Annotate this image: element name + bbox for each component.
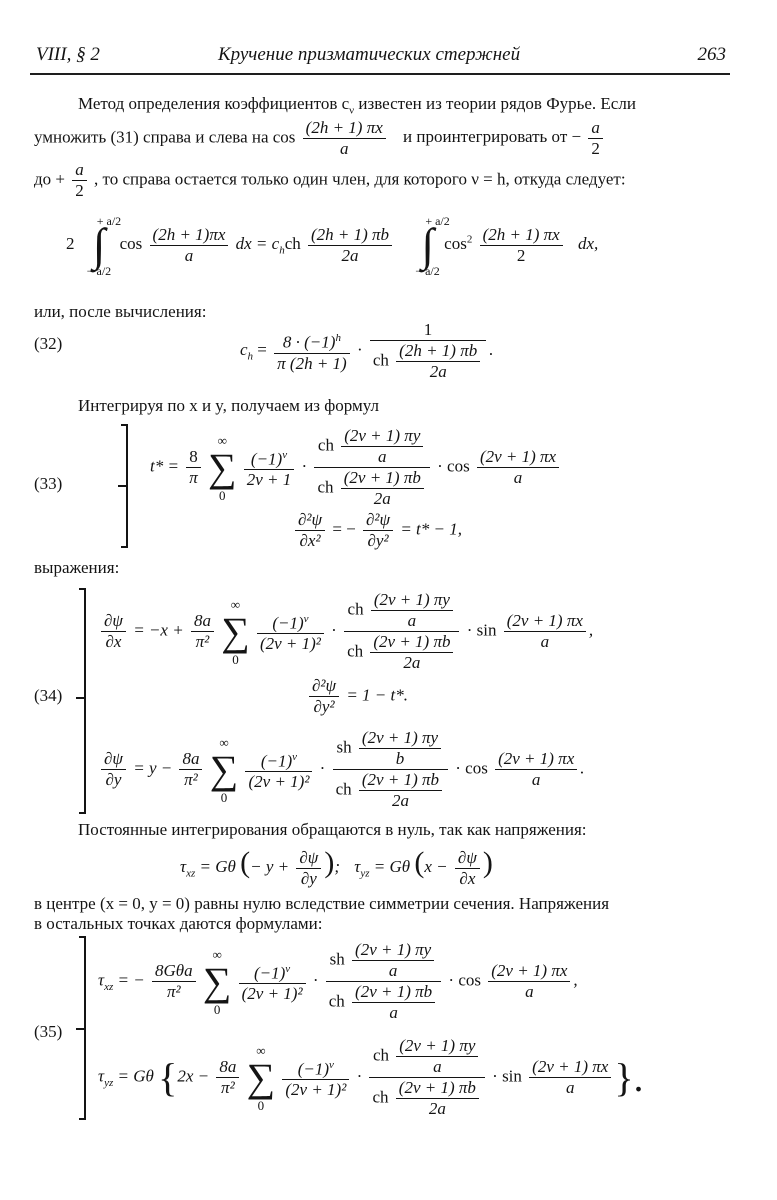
ch-label: ch <box>372 1045 389 1065</box>
frac-den: π² <box>195 632 210 651</box>
frac-den: 2ν + 1 <box>246 470 292 490</box>
frac-num: ∂ψ <box>455 848 480 869</box>
sum-sign: ∑ ∞ 0 <box>221 596 250 667</box>
frac-den: (2ν + 1)² <box>241 984 303 1004</box>
dot: · <box>319 758 330 778</box>
sum-upper: ∞ <box>212 946 222 962</box>
fraction-2nu1pix-a <box>529 1057 611 1098</box>
page-number: 263 <box>697 44 726 65</box>
frac-num: (2ν + 1) πx <box>488 961 570 982</box>
sum-lower: 0 <box>220 789 228 805</box>
paragraph-expressions: выражения: <box>34 558 120 577</box>
equation-33b <box>292 510 462 551</box>
fraction-sh-ratio-35a <box>326 940 441 1023</box>
fraction-2nu1pix-a <box>488 961 570 1002</box>
frac-den: 2 <box>75 181 84 200</box>
frac-den: π² <box>166 982 181 1001</box>
fraction-2nu1pib-2a <box>341 468 424 509</box>
frac-num: (2h + 1) πx <box>303 118 386 139</box>
cos-sq-label: cos <box>444 233 467 253</box>
period: . <box>489 339 494 359</box>
frac-num: 8a <box>179 749 202 770</box>
fraction-2h1pib-2a-32 <box>396 341 480 382</box>
frac-num: ∂²ψ <box>363 510 393 531</box>
fraction-2h1pix-2 <box>480 225 563 266</box>
integral-sign: ∫ + a/2 − a/2 <box>93 222 106 268</box>
fraction-inner <box>370 632 453 673</box>
frac-num: (2ν + 1) πx <box>495 749 577 770</box>
lparen: ( <box>414 846 425 879</box>
frac-num: 8Gθa <box>152 961 196 982</box>
frac-den: ∂y² <box>313 697 335 716</box>
dot: · <box>331 620 342 640</box>
frac-num-sup: ν <box>282 448 288 461</box>
frac-num: (2ν + 1) πb <box>359 770 442 791</box>
sum-upper: ∞ <box>256 1042 266 1058</box>
tau-sub: yz <box>104 1076 114 1089</box>
cos-label: cos <box>458 970 481 990</box>
frac-den: a <box>565 1078 575 1097</box>
dx-eq-c: dx = c <box>235 233 280 253</box>
frac-num: 8a <box>191 611 214 632</box>
ch-label: ch <box>335 779 352 799</box>
dot: · <box>437 456 448 476</box>
fraction-ch-ratio-35b <box>369 1036 484 1119</box>
frac-num: ∂ψ <box>101 611 126 632</box>
eq-sign: = <box>253 339 272 359</box>
text-p1-sub: ν <box>349 104 355 117</box>
comma: , <box>588 620 594 640</box>
frac-den: b <box>395 749 405 768</box>
fraction-8a-pi2 <box>179 749 202 790</box>
text-p1-tail: известен из теории рядов Фурье. Если <box>354 94 636 113</box>
frac-den: 2a <box>341 245 359 265</box>
fraction-2h1pib-2a <box>308 225 392 266</box>
fraction-8m1h <box>274 328 350 374</box>
brace-33-cusp <box>118 485 126 487</box>
c-h-sub: h <box>247 350 254 363</box>
equation-integral: 2 ∫ + a/2 − a/2 cos $\frac{(2h + 1)\pi x}{a}$ dx = $c_hch$ $\frac{(2h + 1) \pi b}{2a}$ ∫ + a/2 − a/2 $\cos^2$ $\frac{(2h + 1) \pi x}{2}$ dx, <box>66 222 598 268</box>
frac-num: ∂ψ <box>296 848 321 869</box>
equation-number-34: (34) <box>34 686 63 705</box>
frac-num: (2ν + 1) πb <box>341 468 424 489</box>
line-multiply <box>34 118 606 159</box>
frac-num: a <box>588 118 603 139</box>
paragraph-center-2: в остальных точках даются формулами: <box>34 914 323 933</box>
frac-den: ∂y² <box>367 531 389 550</box>
frac-den: 2 <box>516 245 526 265</box>
frac-den: 2a <box>403 653 421 672</box>
fraction-a-2 <box>588 118 603 159</box>
fraction-m1nu-2nu1sq <box>245 747 312 793</box>
brace-35 <box>84 936 86 1120</box>
fraction-dpsi-dy <box>101 749 126 790</box>
c-h: c <box>240 339 248 359</box>
frac-num: (2ν + 1) πy <box>396 1036 478 1057</box>
frac-num: (2h + 1)πx <box>150 225 229 246</box>
ch-label: ch <box>372 350 389 370</box>
fraction-sh-ratio-34c <box>333 728 448 811</box>
equation-stresses <box>180 846 493 889</box>
int-upper-limit: + a/2 <box>425 214 450 228</box>
fraction-psixx <box>295 510 325 551</box>
dot: · <box>492 1066 503 1086</box>
frac-den: 2a <box>429 362 447 381</box>
frac-num: (2ν + 1) πb <box>370 632 453 653</box>
tau: τ <box>98 970 105 990</box>
frac-den: (2ν + 1)² <box>259 634 321 654</box>
frac-den: a <box>540 632 550 651</box>
text-p3-start: до + <box>34 169 65 189</box>
running-header <box>30 44 730 72</box>
equation-33a <box>150 426 562 509</box>
ch-label: ch <box>317 477 334 497</box>
brace-34-cusp <box>76 697 84 699</box>
t-star-minus-1: = t* − 1, <box>396 519 462 539</box>
sum-sign: ∑ ∞ 0 <box>209 734 239 805</box>
eq-minus: = − <box>328 519 360 539</box>
ch-label: ch <box>347 599 364 619</box>
frac-den: 2a <box>373 489 391 508</box>
frac-den: a <box>525 982 534 1001</box>
fraction-inner <box>352 940 434 981</box>
text-p1: Метод определения коэффициентов c <box>78 94 350 113</box>
frac-num: (2ν + 1) πy <box>352 940 434 961</box>
ch-label: ch <box>372 1087 389 1107</box>
frac-den: a <box>378 447 387 466</box>
frac-num: 8 <box>186 447 201 468</box>
fraction-m1nu-2nu1sq <box>239 959 306 1005</box>
eq34a-mid: = −x + <box>128 620 188 640</box>
fraction-2nu1piy-a <box>341 426 423 467</box>
frac-den: (2ν + 1)² <box>285 1080 347 1100</box>
dot: · <box>301 456 312 476</box>
tau-sub: xz <box>186 867 196 880</box>
fraction-psiyy <box>309 676 339 717</box>
sin-label: sin <box>476 620 497 640</box>
equation-34a <box>98 590 593 673</box>
frac-den: a <box>389 1003 398 1022</box>
sum-lower: 0 <box>232 651 239 667</box>
fraction-8-pi <box>186 447 201 488</box>
paragraph-integrating: Интегрируя по x и y, получаем из формул <box>78 396 380 415</box>
fraction-inner <box>396 1036 478 1077</box>
frac-den: 2a <box>391 791 409 810</box>
eq-G-theta: = Gθ <box>369 857 415 876</box>
brace-33 <box>126 424 128 548</box>
fraction-2nu1pix-a <box>477 447 559 488</box>
frac-num: ∂²ψ <box>295 510 325 531</box>
frac-num-sup: ν <box>285 962 291 975</box>
dot: · <box>455 758 466 778</box>
tau: τ <box>180 857 187 876</box>
frac-num: (−1) <box>260 751 293 771</box>
lparen: ( <box>240 846 251 879</box>
text-p2-start: умножить (31) справа и слева на cos <box>34 127 296 147</box>
rparen: ) <box>482 846 493 879</box>
equation-number-35: (35) <box>34 1022 63 1041</box>
frac-num: (−1) <box>254 963 286 983</box>
frac-num: (−1) <box>297 1059 330 1079</box>
sum-upper: ∞ <box>230 596 241 612</box>
section-label: VIII, § 2 <box>36 44 100 65</box>
text-p2-mid: и проинтегрировать от − <box>403 127 582 147</box>
frac-den: ∂x <box>105 632 122 651</box>
frac-num: ∂ψ <box>101 749 126 770</box>
two-x-minus: 2x − <box>177 1066 214 1086</box>
eq-G-theta: = Gθ <box>195 857 241 876</box>
equation-34b <box>306 676 408 717</box>
comma: , <box>573 970 578 990</box>
frac-num-sup: ν <box>292 750 298 763</box>
brace-34 <box>84 588 86 814</box>
sum-upper: ∞ <box>217 432 227 448</box>
fraction-2nu1pix-a <box>504 611 586 652</box>
sh-label: sh <box>336 737 352 757</box>
frac-den: ∂y <box>105 770 122 789</box>
period: . <box>580 758 585 778</box>
chapter-title: Кручение призматических стержней <box>218 44 521 65</box>
frac-den: ∂y <box>300 868 317 888</box>
fraction-a-2-b <box>72 160 87 201</box>
equation-34c <box>98 728 585 811</box>
frac-den: (2ν + 1)² <box>248 772 310 792</box>
tau-sub: yz <box>360 867 370 880</box>
fraction-2h1pix-a-int <box>150 225 229 266</box>
fraction-dpsi-dy <box>296 848 321 889</box>
frac-den: π <box>189 468 198 487</box>
header-rule <box>30 73 730 75</box>
dot: · <box>312 970 323 990</box>
sh-label: sh <box>329 949 345 969</box>
fraction-1-over-ch <box>370 320 486 382</box>
frac-den: a <box>433 1057 442 1076</box>
integral-sign-2: ∫ + a/2 − a/2 <box>421 222 434 268</box>
lbrace: { <box>158 1055 178 1100</box>
eq34c-mid: = y − <box>128 758 177 778</box>
frac-den: 2 <box>591 139 600 158</box>
equation-35b <box>98 1036 644 1119</box>
frac-den: 2a <box>428 1099 446 1118</box>
frac-num: (2h + 1) πx <box>480 225 563 246</box>
fraction-2h1pix-a <box>303 118 386 159</box>
fraction-ch-ratio-34a <box>344 590 459 673</box>
tau: τ <box>98 1066 105 1086</box>
line-to-plus <box>34 160 626 201</box>
int-lower-limit: − a/2 <box>415 264 440 278</box>
fraction-dpsi-dx <box>455 848 480 889</box>
eq-minus: = − <box>113 970 149 990</box>
brace-35-cusp <box>76 1028 84 1030</box>
frac-num: (−1) <box>250 449 283 469</box>
int-lower-limit: − a/2 <box>86 264 112 278</box>
sum-sign: ∑ ∞ 0 <box>202 946 232 1017</box>
frac-num: (2ν + 1) πy <box>359 728 441 749</box>
cos-label: cos <box>465 758 488 778</box>
equation-32 <box>240 320 493 382</box>
fraction-inner <box>396 1078 479 1119</box>
sin-label: sin <box>502 1066 522 1086</box>
x-minus: x − <box>424 857 452 876</box>
text-p3-tail: , то справа остается только один член, для которого ν = h, откуда следует: <box>94 169 626 189</box>
frac-num: (2h + 1) πb <box>308 225 392 246</box>
equation-35a <box>98 940 578 1023</box>
eq-G-theta: = Gθ <box>113 1066 159 1086</box>
equation-number-33: (33) <box>34 474 63 493</box>
semicolon: ; <box>334 857 341 876</box>
fraction-ch-ratio-33 <box>314 426 429 509</box>
c-sub-h: h <box>279 244 285 257</box>
dot: · <box>448 970 459 990</box>
frac-num: (2ν + 1) πx <box>529 1057 611 1078</box>
cos-label: cos <box>447 456 470 476</box>
fraction-m1nu-2nu1sq <box>257 609 324 655</box>
paragraph-constants: Постоянные интегрирования обращаются в нуль, так как напряжения: <box>78 820 587 839</box>
fraction-dpsi-dx <box>101 611 126 652</box>
frac-den: a <box>184 245 194 265</box>
frac-den: a <box>339 139 349 158</box>
frac-num: (−1) <box>272 613 304 633</box>
fraction-8Gtha-pi2 <box>152 961 196 1002</box>
sum-upper: ∞ <box>219 734 229 750</box>
frac-den: ∂x² <box>299 531 321 550</box>
fraction-inner <box>352 982 435 1023</box>
ch-label: ch <box>328 991 345 1011</box>
t-star: t* = <box>150 456 184 476</box>
sum-lower: 0 <box>257 1097 265 1113</box>
frac-num: 1 <box>370 320 486 341</box>
frac-num-sup: ν <box>303 612 309 625</box>
fraction-8a-pi2 <box>216 1057 239 1098</box>
dot: · <box>466 620 477 640</box>
ch-label: ch <box>284 233 301 253</box>
frac-num: (2ν + 1) πb <box>396 1078 479 1099</box>
frac-num: (2ν + 1) πy <box>371 590 453 611</box>
paragraph-after-calc: или, после вычисления: <box>34 302 207 321</box>
tau: τ <box>354 857 361 876</box>
frac-num: (2ν + 1) πy <box>341 426 423 447</box>
sum-sign: ∑ ∞ 0 <box>246 1042 276 1113</box>
fraction-m1nu-2nu1 <box>244 445 295 491</box>
int-upper-limit: + a/2 <box>96 214 122 228</box>
frac-num: (2ν + 1) πx <box>477 447 559 468</box>
frac-num: ∂²ψ <box>309 676 339 697</box>
fraction-inner <box>359 770 442 811</box>
frac-den: ∂x <box>459 868 476 888</box>
sum-sign: ∑ ∞ 0 <box>207 432 237 503</box>
minus-y-plus: − y + <box>250 857 294 876</box>
frac-num: (2h + 1) πb <box>396 341 480 362</box>
cos-label: cos <box>119 233 143 253</box>
frac-den: a <box>407 611 417 630</box>
fraction-8a-pi2 <box>191 611 214 652</box>
equation-number-32: (32) <box>34 334 63 353</box>
fraction-inner <box>371 590 453 631</box>
sum-lower: 0 <box>218 487 226 503</box>
frac-den: a <box>513 468 523 487</box>
frac-num-sup: h <box>335 332 341 345</box>
frac-num: (2ν + 1) πx <box>504 611 586 632</box>
dx-end: dx, <box>577 233 599 253</box>
rbrace: }. <box>614 1055 644 1100</box>
frac-num: 8a <box>216 1057 239 1078</box>
frac-num: a <box>72 160 87 181</box>
frac-num-sup: ν <box>329 1058 334 1071</box>
eq34b-rhs: = 1 − t*. <box>342 685 408 705</box>
coef-2: 2 <box>66 233 75 253</box>
fraction-psiyy <box>363 510 393 551</box>
ch-label: ch <box>317 435 334 455</box>
frac-den: π² <box>184 770 198 789</box>
ch-label: ch <box>347 641 364 661</box>
frac-den: a <box>388 961 398 980</box>
fraction-inner <box>359 728 441 769</box>
dot: · <box>356 1066 367 1086</box>
frac-den: π² <box>221 1078 235 1097</box>
fraction-m1nu-2nu1sq <box>282 1055 349 1101</box>
rparen: ) <box>324 846 335 879</box>
dot: · <box>356 339 367 359</box>
frac-den: π (2h + 1) <box>277 353 347 373</box>
tau-sub: xz <box>104 980 114 993</box>
frac-den: a <box>531 770 541 789</box>
sum-lower: 0 <box>213 1001 221 1017</box>
fraction-2nu1pix-a <box>495 749 577 790</box>
paragraph-center-1: в центре (x = 0, y = 0) равны нулю вследствие симметрии сечения. Напряжения <box>34 894 610 913</box>
frac-num: 8 · (−1) <box>282 332 336 352</box>
frac-num: (2ν + 1) πb <box>352 982 435 1003</box>
